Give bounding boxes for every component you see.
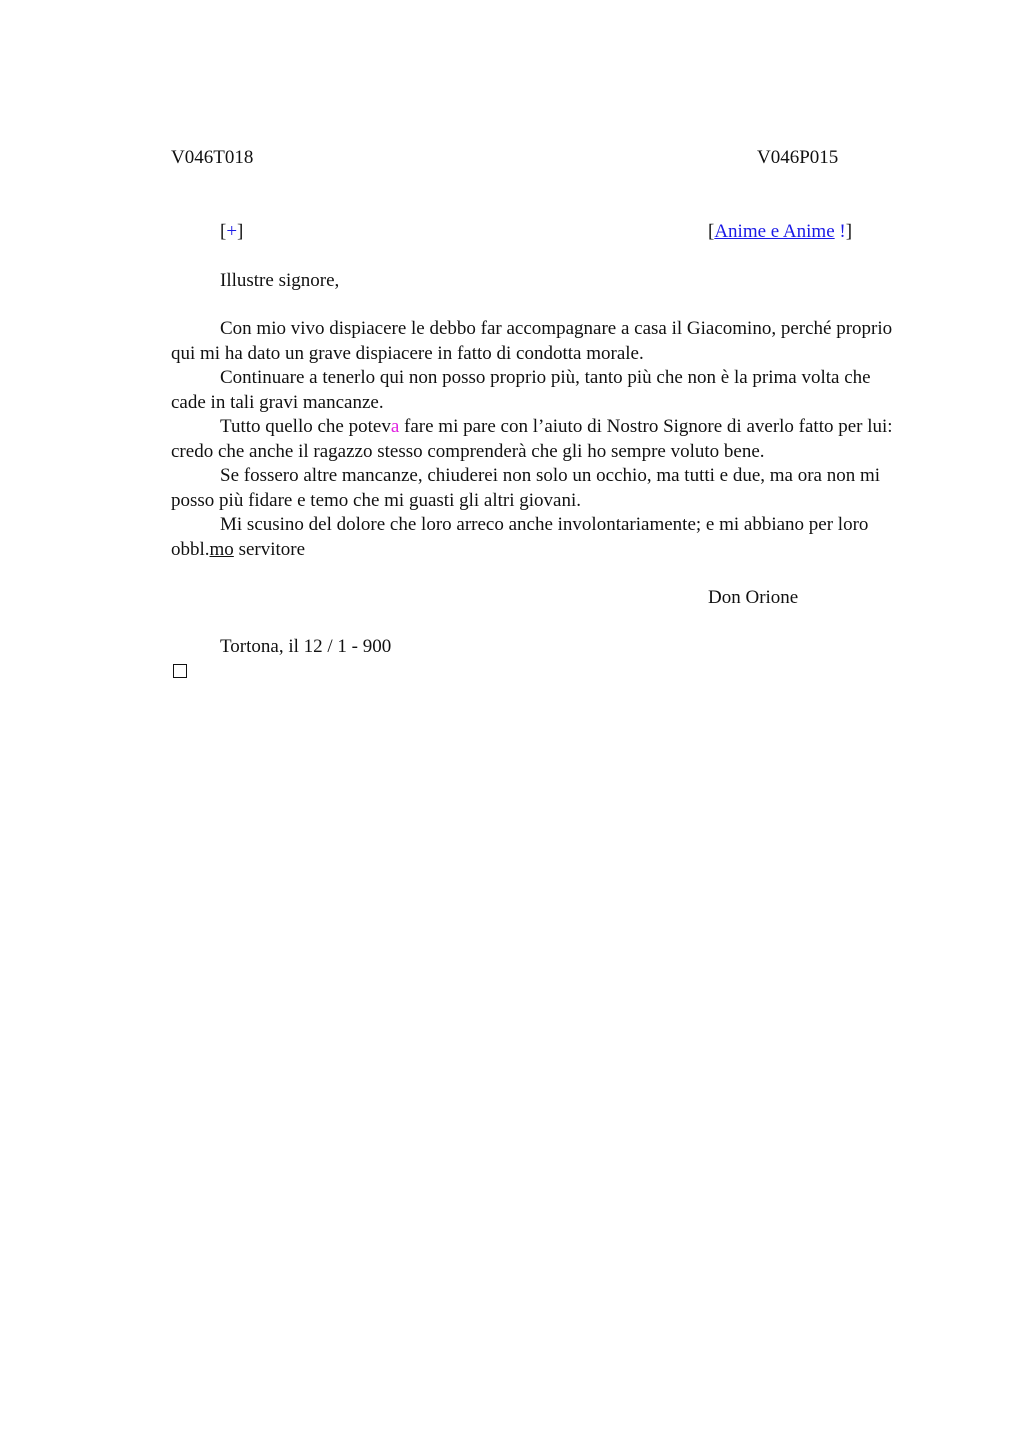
bracket-close: ]	[845, 221, 853, 242]
paragraph-3-text-b: fare mi pare con l’aiuto di Nostro Signore di averlo fatto per lui: credo che anche il ragazzo stesso comprenderà che gli ho sempre voluto bene.	[171, 416, 893, 462]
document-code-left: V046T018	[171, 147, 254, 168]
letter-date: Tortona, il 12 / 1 - 900	[220, 636, 392, 657]
abbreviation-superscript: mo	[209, 538, 234, 560]
document-code-right: V046P015	[757, 147, 839, 168]
exclamation-link[interactable]: !	[839, 221, 846, 242]
checkbox[interactable]	[173, 664, 187, 678]
letter-salutation: Illustre signore,	[220, 270, 340, 291]
letter-signature: Don Orione	[708, 587, 799, 608]
anime-e-anime-link[interactable]: Anime e Anime	[714, 221, 835, 242]
paragraph-1: Con mio vivo dispiacere le debbo far accompagnare a casa il Giacomino, perché proprio qui mi ha dato un grave dispiacere in fatto di condotta morale.	[171, 318, 893, 364]
paragraph-3	[171, 415, 901, 464]
paragraph-4: Se fossero altre mancanze, chiuderei non solo un occhio, ma tutti e due, ma ora non mi posso più fidare e temo che mi guasti gli altri giovani.	[171, 465, 881, 511]
letter-body	[171, 317, 901, 562]
paragraph-5	[171, 513, 901, 562]
paragraph-2: Continuare a tenerlo qui non posso proprio più, tanto più che non è la prima volta che cade in tali gravi mancanze.	[171, 367, 871, 413]
bracket-open: [	[220, 221, 227, 242]
bracket-open: [	[708, 221, 715, 242]
paragraph-5-text-b: servitore	[233, 538, 306, 560]
expand-control	[220, 220, 243, 244]
paragraph-3-text-a: Tutto quello che potev	[220, 416, 391, 437]
highlighted-letter: a	[390, 416, 400, 437]
bracket-close: ]	[237, 221, 244, 242]
paragraph-5-text-a: Mi scusino del dolore che loro arreco anche involontariamente; e mi abbiano per loro obbl.	[171, 514, 869, 560]
collection-nav	[708, 220, 852, 244]
expand-link[interactable]: +	[226, 221, 238, 242]
